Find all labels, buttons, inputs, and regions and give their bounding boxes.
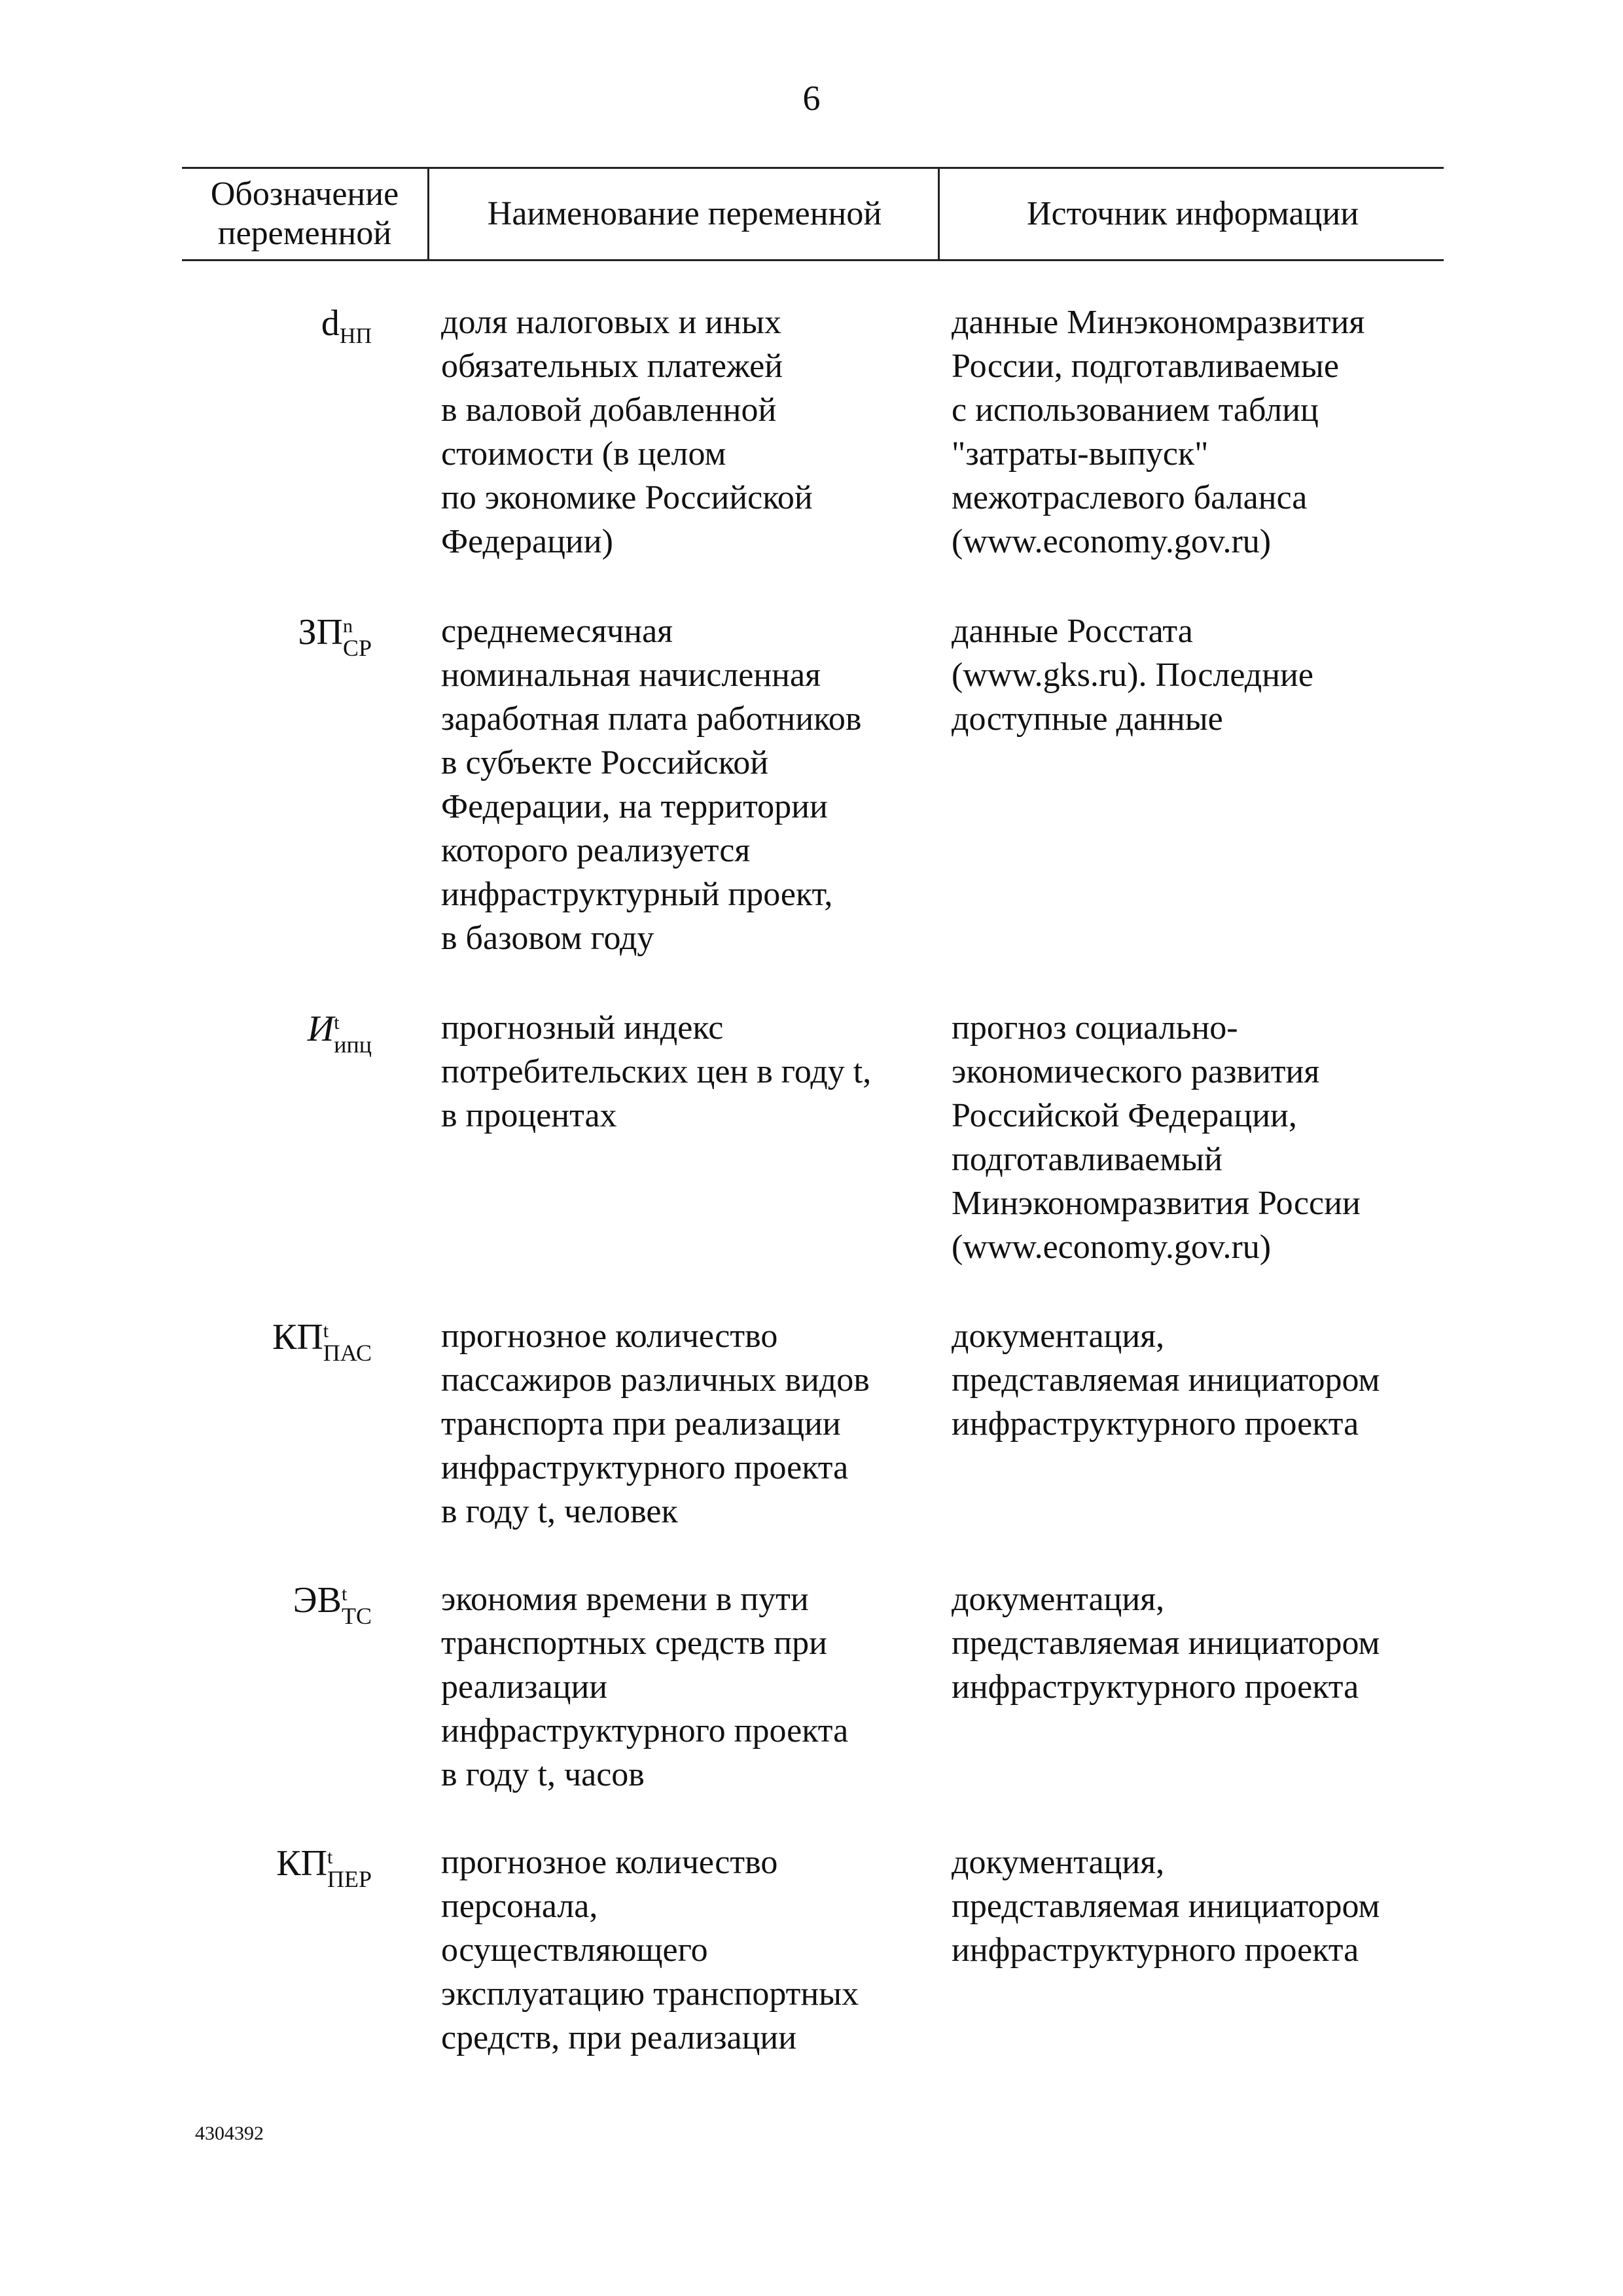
variable-symbol xyxy=(182,1006,372,1056)
variable-source: данные Росстата (www.gks.ru). Последние доступные данные xyxy=(952,613,1313,738)
document-code: 4304392 xyxy=(195,2123,264,2144)
header-name xyxy=(427,169,940,259)
variable-name: среднемесячная номинальная начисленная заработная плата работников в субъекте Российской Федерации, на территории которого реализуется инфраструктурный проект, в базовом году xyxy=(441,613,862,957)
symbol-subscript: ПАС xyxy=(323,1339,372,1366)
header-name-label: Наименование переменной xyxy=(487,195,882,232)
header-symbol xyxy=(182,169,427,259)
symbol-base: КП xyxy=(276,1843,327,1884)
symbol-superscript: t xyxy=(327,1846,333,1868)
symbol-subscript: ТС xyxy=(341,1602,372,1629)
variable-name: прогнозное количество персонала, осуществляющего эксплуатацию транспортных средств, при реализации xyxy=(441,1844,859,2056)
symbol-superscript: n xyxy=(342,615,353,637)
table-header xyxy=(182,167,1444,261)
symbol-superscript: t xyxy=(334,1011,340,1033)
header-source xyxy=(938,169,1446,259)
symbol-superscript: t xyxy=(323,1319,329,1342)
variable-symbol xyxy=(182,1840,372,1891)
variable-source: документация, представляемая инициатором инфраструктурного проекта xyxy=(952,1844,1380,1969)
symbol-subscript: СР xyxy=(342,634,372,661)
variable-name: доля налоговых и иных обязательных платежей в валовой добавленной стоимости (в целом по экономике Российской Федерации) xyxy=(441,304,813,560)
variable-symbol xyxy=(182,609,372,660)
symbol-base: КП xyxy=(272,1317,323,1357)
variable-source: документация, представляемая инициатором инфраструктурного проекта xyxy=(952,1581,1380,1706)
symbol-superscript: t xyxy=(341,1583,348,1605)
variable-symbol xyxy=(182,1314,372,1365)
variable-symbol xyxy=(182,300,372,359)
header-symbol-label: Обозначение переменной xyxy=(210,175,399,252)
page-number: 6 xyxy=(802,79,821,118)
symbol-base: ЗП xyxy=(298,612,343,653)
variable-source: данные Минэкономразвития России, подготавливаемые с использованием таблиц "затраты-выпуск" межотраслевого баланса (www.economy.gov.ru) xyxy=(952,304,1365,560)
symbol-subscript: ипц xyxy=(334,1031,372,1058)
symbol-subscript: ПЕР xyxy=(327,1865,372,1892)
variable-source: документация, представляемая инициатором инфраструктурного проекта xyxy=(952,1318,1380,1443)
variable-name: экономия времени в пути транспортных средств при реализации инфраструктурного проекта в году t, часов xyxy=(441,1581,849,1793)
symbol-base: ЭВ xyxy=(293,1580,342,1621)
symbol-subscript: НП xyxy=(339,324,372,349)
variable-name: прогнозное количество пассажиров различных видов транспорта при реализации инфраструктурного проекта в году t, человек xyxy=(441,1318,870,1530)
variable-source: прогноз социально- экономического развития Российской Федерации, подготавливаемый Минэкономразвития России (www.economy.gov.ru) xyxy=(952,1009,1361,1266)
symbol-base: И xyxy=(307,1009,334,1049)
variable-name: прогнозный индекс потребительских цен в году t, в процентах xyxy=(441,1009,872,1134)
symbol-base: d xyxy=(321,303,340,344)
header-source-label: Источник информации xyxy=(1026,195,1359,232)
variables-table xyxy=(182,167,1444,2056)
variable-symbol xyxy=(182,1577,372,1628)
